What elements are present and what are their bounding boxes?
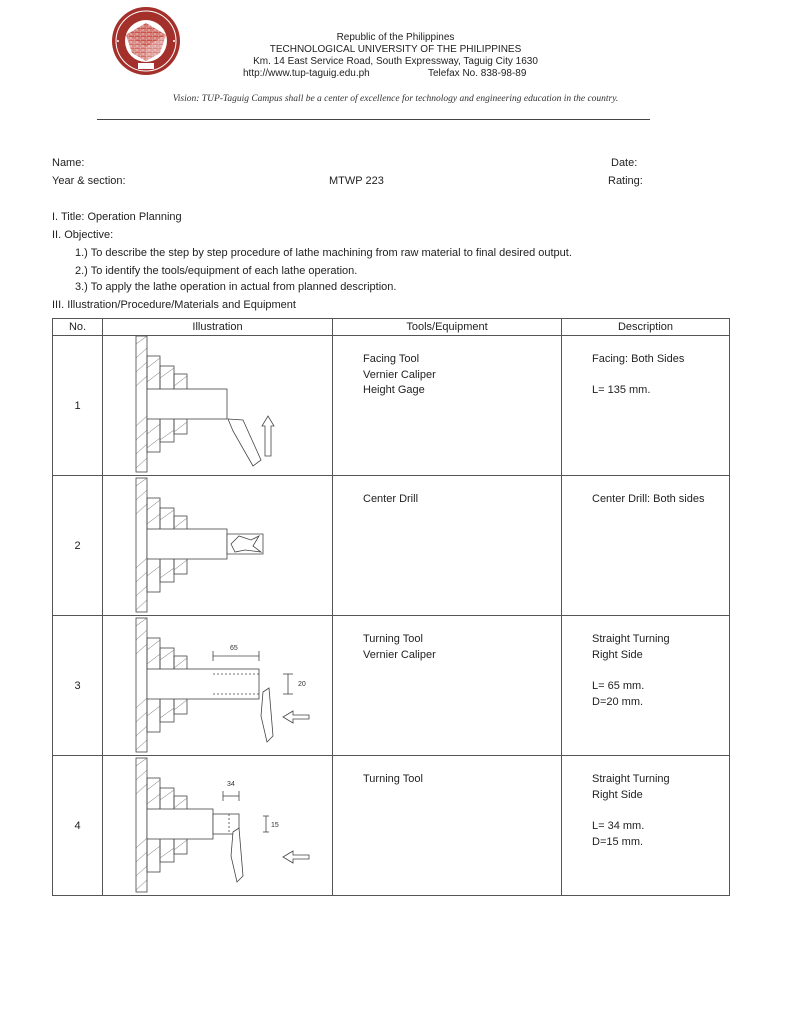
table-row xyxy=(53,336,730,476)
vision-statement: Vision: TUP-Taguig Campus shall be a center of excellence for technology and engineering education in the country. xyxy=(172,94,619,104)
tool-item: Height Gage xyxy=(363,384,425,397)
description-line xyxy=(592,663,670,679)
header-telefax: Telefax No. 838-98-89 xyxy=(428,68,527,79)
tool-item: Vernier Caliper xyxy=(363,368,436,381)
rating-label: Rating: xyxy=(608,175,643,187)
header-illustration: Illustration xyxy=(103,319,333,336)
tool-item: Turning Tool xyxy=(363,773,423,785)
date-label: Date: xyxy=(611,157,638,169)
row-number: 4 xyxy=(53,756,103,896)
description-line xyxy=(592,803,670,819)
name-label: Name: xyxy=(52,157,85,169)
description-cell xyxy=(562,336,730,476)
dimension-diameter-label: 20 xyxy=(298,681,306,688)
title-line: I. Title: Operation Planning xyxy=(52,211,182,223)
description-line: Facing: Both Sides xyxy=(592,353,685,365)
tools-cell xyxy=(333,336,562,476)
table-header-row xyxy=(53,319,730,336)
description-line: Right Side xyxy=(592,648,643,661)
straight-turning-65-illustration xyxy=(103,616,333,755)
description-cell xyxy=(562,476,730,616)
header-republic: Republic of the Philippines xyxy=(336,32,455,43)
dimension-length-label: 34 xyxy=(227,781,235,788)
facing-illustration xyxy=(103,336,333,475)
header-no: No. xyxy=(53,319,103,336)
dimension-diameter-label: 15 xyxy=(271,822,279,829)
tool-item: Turning Tool xyxy=(363,633,423,645)
description-line: L= 34 mm. xyxy=(592,820,645,833)
section3-heading: III. Illustration/Procedure/Materials and Equipment xyxy=(52,299,296,311)
operations-table xyxy=(52,318,730,896)
header-tools: Tools/Equipment xyxy=(333,319,562,336)
objective-item: 2.) To identify the tools/equipment of each lathe operation. xyxy=(75,265,358,277)
description-line: Straight Turning xyxy=(592,633,670,645)
illustration-cell xyxy=(103,476,333,616)
header-divider xyxy=(97,119,650,120)
description-line xyxy=(592,368,684,384)
tool-item: Center Drill xyxy=(363,493,419,505)
description-line: D=15 mm. xyxy=(592,835,644,848)
course-code: MTWP 223 xyxy=(329,175,384,187)
illustration-cell xyxy=(103,616,333,756)
illustration-cell xyxy=(103,336,333,476)
tools-cell xyxy=(333,756,562,896)
table-row xyxy=(53,756,730,896)
description-line: Center Drill: Both sides xyxy=(592,493,705,505)
description-line: L= 65 mm. xyxy=(592,680,645,693)
description-line: L= 135 mm. xyxy=(592,384,651,397)
dimension-length-label: 65 xyxy=(230,645,238,652)
row-number: 3 xyxy=(53,616,103,756)
tool-item: Facing Tool xyxy=(363,353,420,365)
table-row xyxy=(53,476,730,616)
header-website: http://www.tup-taguig.edu.ph xyxy=(243,68,370,79)
tools-cell xyxy=(333,616,562,756)
straight-turning-34-illustration xyxy=(103,756,333,895)
table-row xyxy=(53,616,730,756)
description-line: Straight Turning xyxy=(592,773,670,785)
illustration-cell xyxy=(103,756,333,896)
objective-item: 1.) To describe the step by step procedure of lathe machining from raw material to final desired output. xyxy=(75,247,572,259)
objective-heading: II. Objective: xyxy=(52,229,114,241)
row-number: 2 xyxy=(53,476,103,616)
row-number: 1 xyxy=(53,336,103,476)
header-university: TECHNOLOGICAL UNIVERSITY OF THE PHILIPPINES xyxy=(269,44,522,55)
center-drill-illustration xyxy=(103,476,333,615)
header-address: Km. 14 East Service Road, South Expressway, Taguig City 1630 xyxy=(253,56,538,67)
year-section-label: Year & section: xyxy=(52,175,126,187)
tool-item: Vernier Caliper xyxy=(363,648,436,661)
description-line: D=20 mm. xyxy=(592,695,644,708)
description-cell xyxy=(562,616,730,756)
objective-item: 3.) To apply the lathe operation in actual from planned description. xyxy=(75,281,397,293)
header-description: Description xyxy=(562,319,730,336)
description-line: Right Side xyxy=(592,788,643,801)
description-cell xyxy=(562,756,730,896)
tools-cell xyxy=(333,476,562,616)
